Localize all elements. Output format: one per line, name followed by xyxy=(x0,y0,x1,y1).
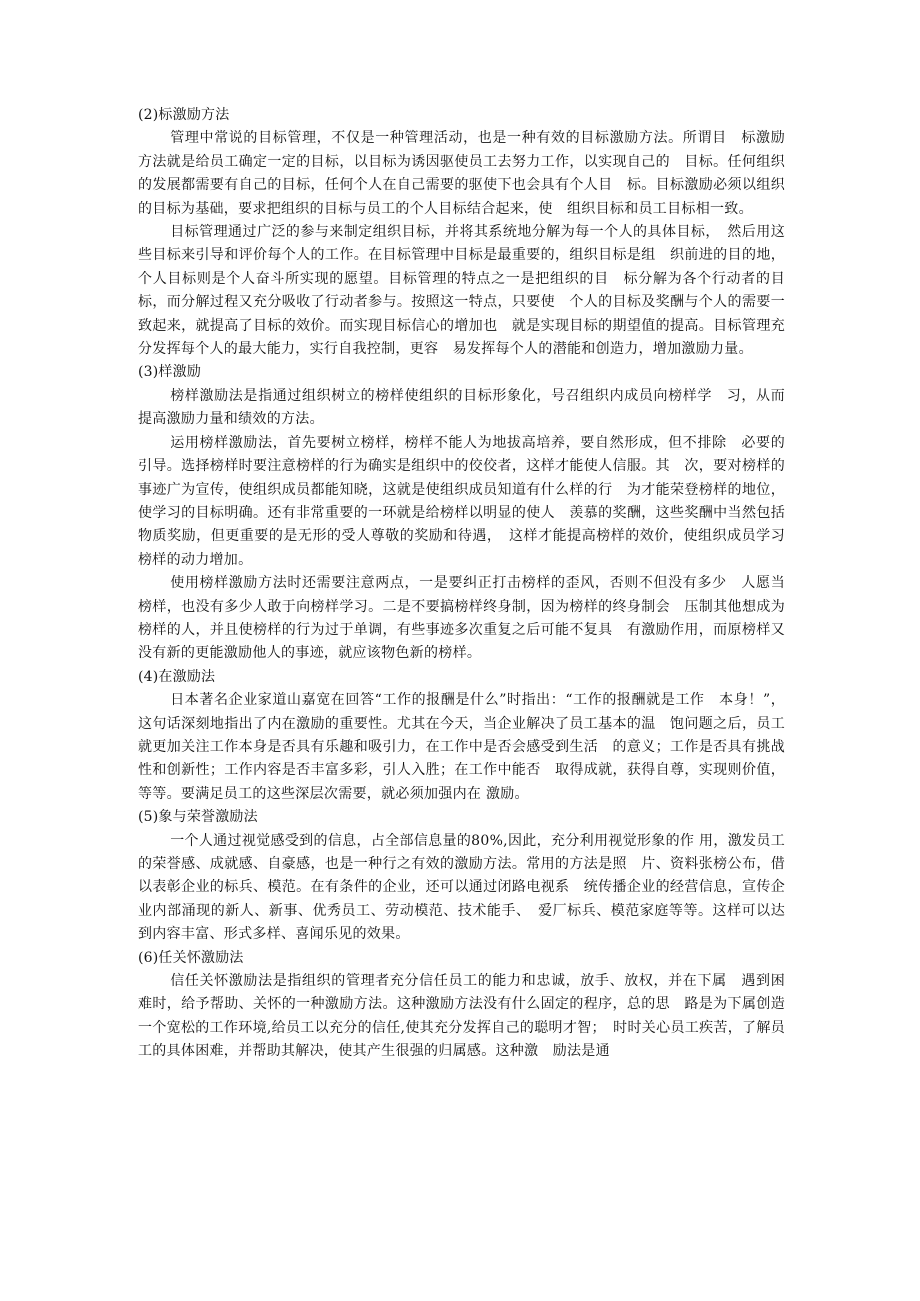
paragraph: 日本著名企业家道山嘉宽在回答“工作的报酬是什么”时指出：“工作的报酬就是工作 本身！”，这句话深刻地指出了内在激励的重要性。尤其在今天，当企业解决了员工基本的温 饱问题之后，员工就更加关注工作本身是否具有乐趣和吸引力，在工作中是否会感受到生活 的意义；工作是否具有挑战性和创新性；工作内容是否丰富多彩，引人入胜；在工作中能否 取得成就，获得自尊，实现则价值，等等。要满足员工的这些深层次需要，就必须加强内在 激励。 xyxy=(138,692,785,802)
section-heading-intrinsic: (4)在激励法 xyxy=(138,668,216,685)
section-heading-trust-care: (6)任关怀激励法 xyxy=(138,949,244,966)
paragraph: 使用榜样激励方法时还需要注意两点，一是要纠正打击榜样的歪风，否则不但没有多少 人愿当榜样，也没有多少人敢于向榜样学习。二是不要搞榜样终身制，因为榜样的终身制会 压制其他想成为榜样的人，并且使榜样的行为过于单调，有些事迹多次重复之后可能不复具 有激励作用，而原榜样又没有新的更能激励他人的事迹，就应该物色新的榜样。 xyxy=(138,575,785,662)
paragraph: 管理中常说的目标管理，不仅是一种管理活动，也是一种有效的目标激励方法。所谓目 标激励方法就是给员工确定一定的目标，以目标为诱因驱使员工去努力工作，以实现自己的 目标。任何组织的发展都需要有自己的目标，任何个人在自己需要的驱使下也会具有个人目 标。目标激励必须以组织的目标为基础，要求把组织的目标与员工的个人目标结合起来，使 组织目标和员工目标相一致。 xyxy=(138,130,785,217)
section-heading-image-honor: (5)象与荣誉激励法 xyxy=(138,809,258,826)
paragraph: 运用榜样激励法，首先要树立榜样，榜样不能人为地拔高培养，要自然形成，但不排除 必要的引导。选择榜样时要注意榜样的行为确实是组织中的佼佼者，这样才能使人信服。其 次，要对榜样的事迹广为宣传，使组织成员都能知晓，这就是使组织成员知道有什么样的行 为才能荣登榜样的地位，使学习的目标明确。还有非常重要的一环就是给榜样以明显的使人 羡慕的奖酬，这些奖酬中当然包括物质奖励，但更重要的是无形的受人尊敬的奖励和待遇， 这样才能提高榜样的效价，使组织成员学习榜样的动力增加。 xyxy=(138,434,785,568)
paragraph: 榜样激励法是指通过组织树立的榜样使组织的目标形象化，号召组织内成员向榜样学 习，从而提高激励力量和绩效的方法。 xyxy=(138,387,785,428)
document-body xyxy=(138,104,785,1064)
paragraph: 信任关怀激励法是指组织的管理者充分信任员工的能力和忠诚，放手、放权，并在下属 遇到困难时，给予帮助、关怀的一种激励方法。这种激励方法没有什么固定的程序，总的思 路是为下属创造一个宽松的工作环境,给员工以充分的信任,使其充分发挥自己的聪明才智； 时时关心员工疾苦，了解员工的具体困难，并帮助其解决，使其产生很强的归属感。这种激 励法是通 xyxy=(138,973,785,1060)
section-heading-role-model: (3)样激励 xyxy=(138,364,202,381)
section-heading-goal-incentive: (2)标激励方法 xyxy=(138,107,230,123)
paragraph: 一个人通过视觉感受到的信息，占全部信息量的80%,因此，充分利用视觉形象的作 用，激发员工的荣誉感、成就感、自豪感，也是一种行之有效的激励方法。常用的方法是照 片、资料张榜公布，借以表彰企业的标兵、模范。在有条件的企业，还可以通过闭路电视系 统传播企业的经营信息，宣传企业内部涌现的新人、新事、优秀员工、劳动模范、技术能手、 爱厂标兵、模范家庭等等。这样可以达到内容丰富、形式多样、喜闻乐见的效果。 xyxy=(138,832,785,943)
paragraph: 目标管理通过广泛的参与来制定组织目标，并将其系统地分解为每一个人的具体目标， 然后用这些目标来引导和评价每个人的工作。在目标管理中目标是最重要的，组织目标是组 织前进的目的地，个人目标则是个人奋斗所实现的愿望。目标管理的特点之一是把组织的目 标分解为各个行动者的目标，而分解过程又充分吸收了行动者参与。按照这一特点，只要使 个人的目标及奖酬与个人的需要一致起来，就提高了目标的效价。而实现目标信心的增加也 就是实现目标的期望值的提高。目标管理充分发挥每个人的最大能力，实行自我控制，更容 易发挥每个人的潜能和创造力，增加激励力量。 xyxy=(138,224,785,358)
